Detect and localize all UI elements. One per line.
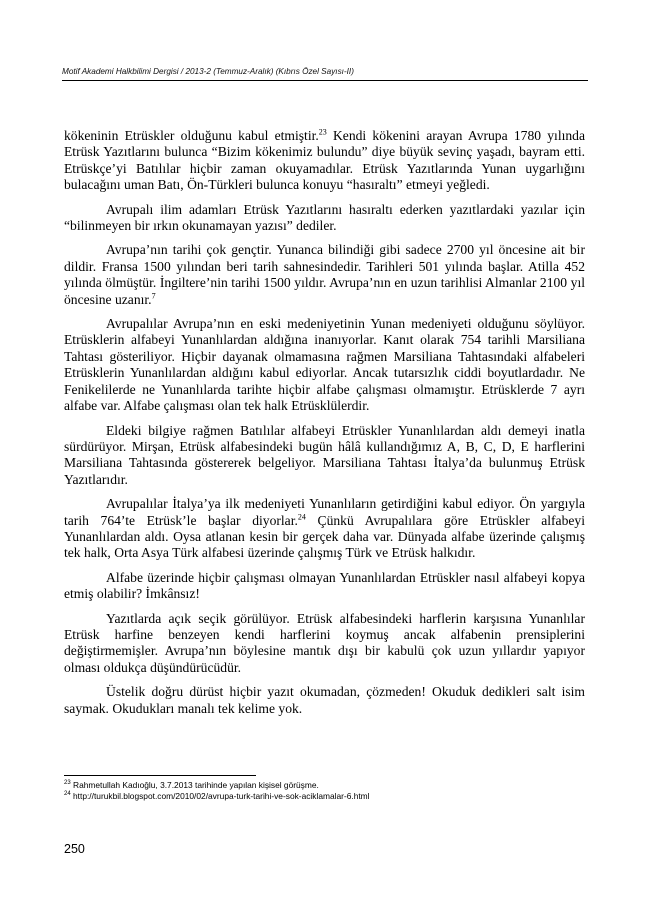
paragraph-5: Eldeki bilgiye rağmen Batılılar alfabeyi Etrüskler Yunanlılardan aldı demeyi inatla sürdürüyor. Mirşan, Etrüsk alfabesindeki bugün hâlâ kullandığımız A, B, C, D, E harflerini Marsiliana Tahtasında göstererek belgeliyor. Marsiliana Tahtası İtalya’da bulunmuş Etrüsk Yazıtlarıdır. [64,422,585,487]
running-header: Motif Akademi Halkbilimi Dergisi / 2013-2 (Temmuz-Aralık) (Kıbrıs Özel Sayısı-II) [62,67,354,76]
paragraph-8: Yazıtlarda açık seçik görülüyor. Etrüsk alfabesindeki harflerin karşısına Yunanlılar Etrüsk harfine benzeyen kendi harflerini koymuş ancak alfabenin prensiplerini değiştirmemişler. Avrupa’nın böylesine mantık dışı bir kabulü çok uzun yıllardır yapıyor olması oldukça düşündürücüdür. [64,610,585,675]
footnotes [64,780,585,802]
paragraph-3: Avrupa’nın tarihi çok gençtir. Yunanca bilindiği gibi sadece 2700 yıl öncesine ait bir dildir. Fransa 1500 yılından beri tarih sahnesindedir. Tarihleri 501 yılında başlar. Atilla 452 yılında ölmüştür. İngiltere’nin tarihi 1500 yıldır. Avrupa’nın en uzun tarihlisi Almanlar 2100 yıl öncesine uzanır.$^7$ [64,242,585,307]
paragraph-6: Avrupalılar İtalya’ya ilk medeniyeti Yunanlıların getirdiğini kabul ediyor. Ön yargıyla tarih 764’te Etrüsk’le başlar diyorlar.$^{24}$ Çünkü Avrupalılara göre Etrüskler alfabeyi Yunanlılardan aldı. Oysa atlanan kesin bir gerçek daha var. Dünyada alfabe üzerinde çalışmış tek halk, Orta Asya Türk alfabesi üzerinde çalışmış Türk ve Etrüsk halkıdır. [64,496,585,561]
paragraph-4: Avrupalılar Avrupa’nın en eski medeniyetinin Yunan medeniyeti olduğunu söylüyor. Etrüsklerin alfabeyi Yunanlılardan aldığına inanıyorlar. Kanıt olarak 754 tarihli Marsiliana Tahtası gösteriliyor. Hiçbir dayanak olmamasına rağmen Marsiliana Tahtasındaki alfabeleri Etrüsklerin Yunanlılardan aldığını kabul ediyorlar. Ancak tutarsızlık ciddi boyutlardadır. Ne Fenikelilerde ne Yunanlılarda tarihte hiçbir alfabe çalışması olmamıştır. Etrüsklerde 7 ayrı alfabe var. Alfabe çalışması olan tek halk Etrüsklülerdir. [64,316,585,414]
footnote-rule [64,775,256,776]
header-rule [62,80,588,81]
paragraph-7: Alfabe üzerinde hiçbir çalışması olmayan Yunanlılardan Etrüskler nasıl alfabeyi kopya etmiş olabilir? İmkânsız! [64,569,585,602]
paragraph-2: Avrupalı ilim adamları Etrüsk Yazıtlarını hasıraltı ederken yazıtlardaki yazılar için “bilinmeyen bir ırkın okunamayan yazısı” dediler. [64,201,585,234]
footnote-24: $^{24}$ http://turukbil.blogspot.com/2010/02/avrupa-turk-tarihi-ve-sok-aciklamalar-6.html [64,790,370,801]
footnote-ref-23: 23 [318,127,327,137]
body-text [64,128,585,725]
footnote-23: $^{23}$ Rahmetullah Kadıoğlu, 3.7.2013 tarihinde yapılan kişisel görüşme. [64,780,319,790]
page-number: 250 [64,842,85,856]
paragraph-9: Üstelik doğru dürüst hiçbir yazıt okumadan, çözmeden! Okuduk dedikleri salt isim saymak. Okudukları manalı tek kelime yok. [64,684,585,716]
paragraph-1: kökeninin Etrüskler olduğunu kabul etmiştir.$^{23}$ Kendi kökenini arayan Avrupa 1780 yılında Etrüsk Yazıtlarını bulunca “Bizim kökenimiz bulundu” diye büyük sevinç yaşadı, bayram etti. Etrüskçe’yi Batılılar hiçbir zaman okuyamadılar. Etrüsk Yazıtlarında Yunan uygarlığını bulacağını uman Batı, Ön-Türkleri bulunca konuyu “hasıraltı” etmeyi yeğledi. [64,127,586,193]
footnote-ref-24: 24 [297,512,306,521]
footnote-ref-7: 7 [151,291,156,301]
